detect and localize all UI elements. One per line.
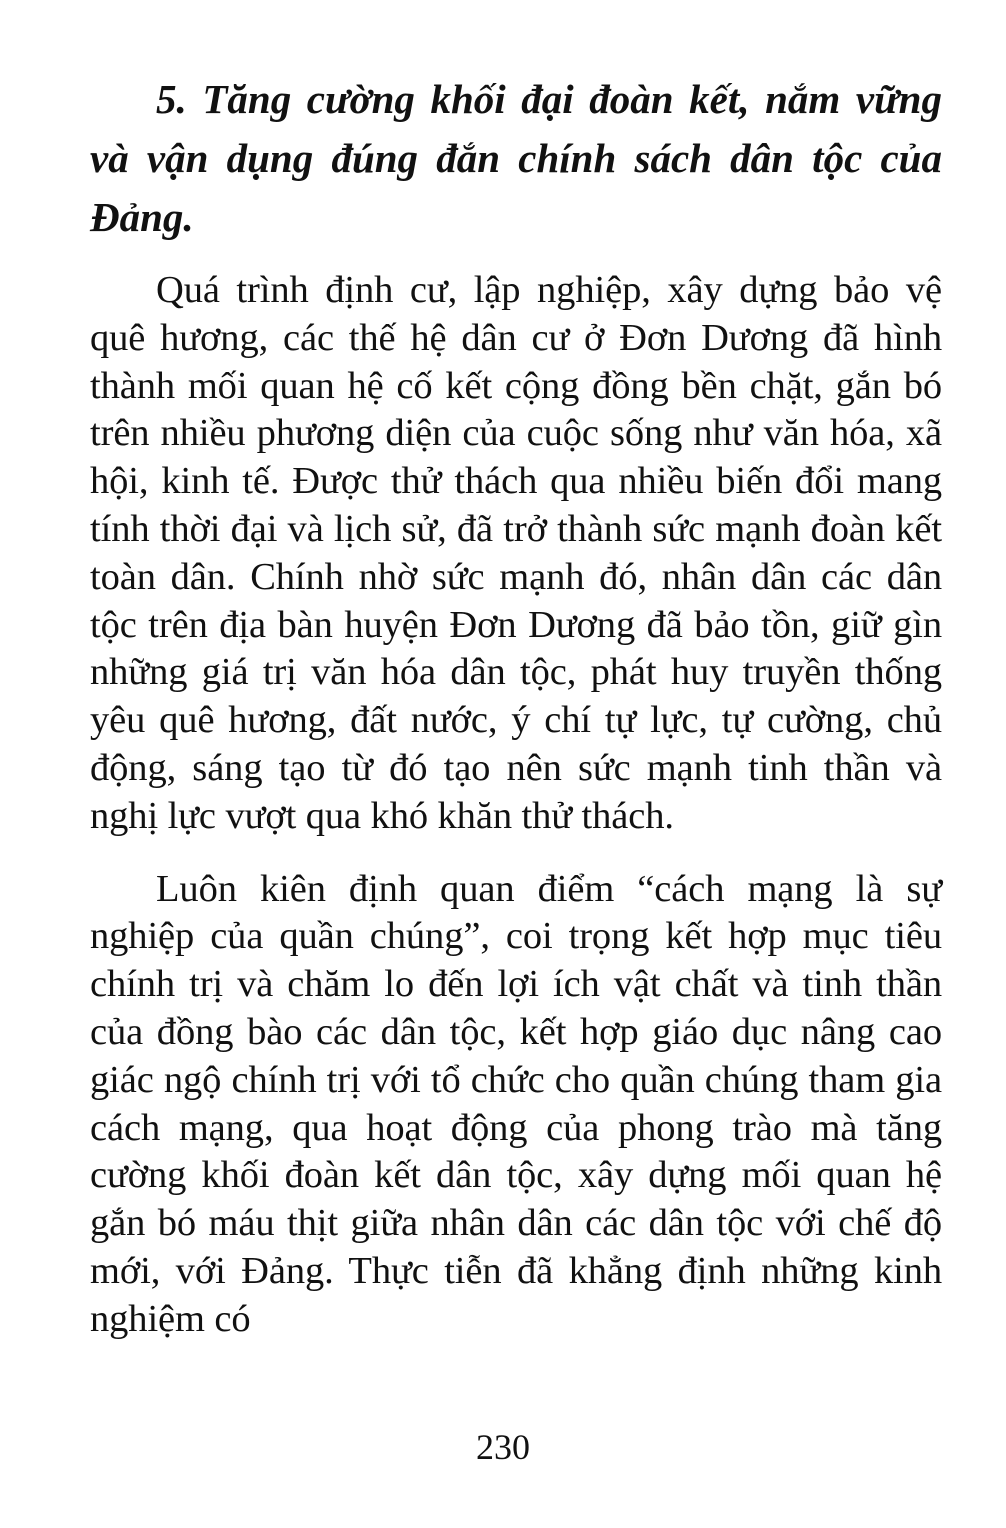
paragraph-1: Quá trình định cư, lập nghiệp, xây dựng bảo vệ quê hương, các thế hệ dân cư ở Đơn Dương đã hình thành mối quan hệ cố kết cộng đồng bền chặt, gắn bó trên nhiều phương diện của cuộc sống như văn hóa, xã hội, kinh tế. Được thử thách qua nhiều biến đổi mang tính thời đại và lịch sử, đã trở thành sức mạnh đoàn kết toàn dân. Chính nhờ sức mạnh đó, nhân dân các dân tộc trên địa bàn huyện Đơn Dương đã bảo tồn, giữ gìn những giá trị văn hóa dân tộc, phát huy truyền thống yêu quê hương, đất nước, ý chí tự lực, tự cường, chủ động, sáng tạo từ đó tạo nên sức mạnh tinh thần và nghị lực vượt qua khó khăn thử thách.	[90, 269, 942, 837]
page-number: 230	[476, 1427, 530, 1467]
paragraph-2: Luôn kiên định quan điểm “cách mạng là sự nghiệp của quần chúng”, coi trọng kết hợp mục tiêu chính trị và chăm lo đến lợi ích vật chất và tinh thần của đồng bào các dân tộc, kết hợp giáo dục nâng cao giác ngộ chính trị với tổ chức cho quần chúng tham gia cách mạng, qua hoạt động của phong trào mà tăng cường khối đoàn kết dân tộc, xây dựng mối quan hệ gắn bó máu thịt giữa nhân dân các dân tộc với chế độ mới, với Đảng. Thực tiễn đã khẳng định những kinh nghiệm có	[90, 867, 942, 1340]
section-heading: 5. Tăng cường khối đại đoàn kết, nắm vững và vận dụng đúng đắn chính sách dân tộc của Đảng.	[90, 76, 942, 240]
page-content	[90, 70, 942, 1344]
